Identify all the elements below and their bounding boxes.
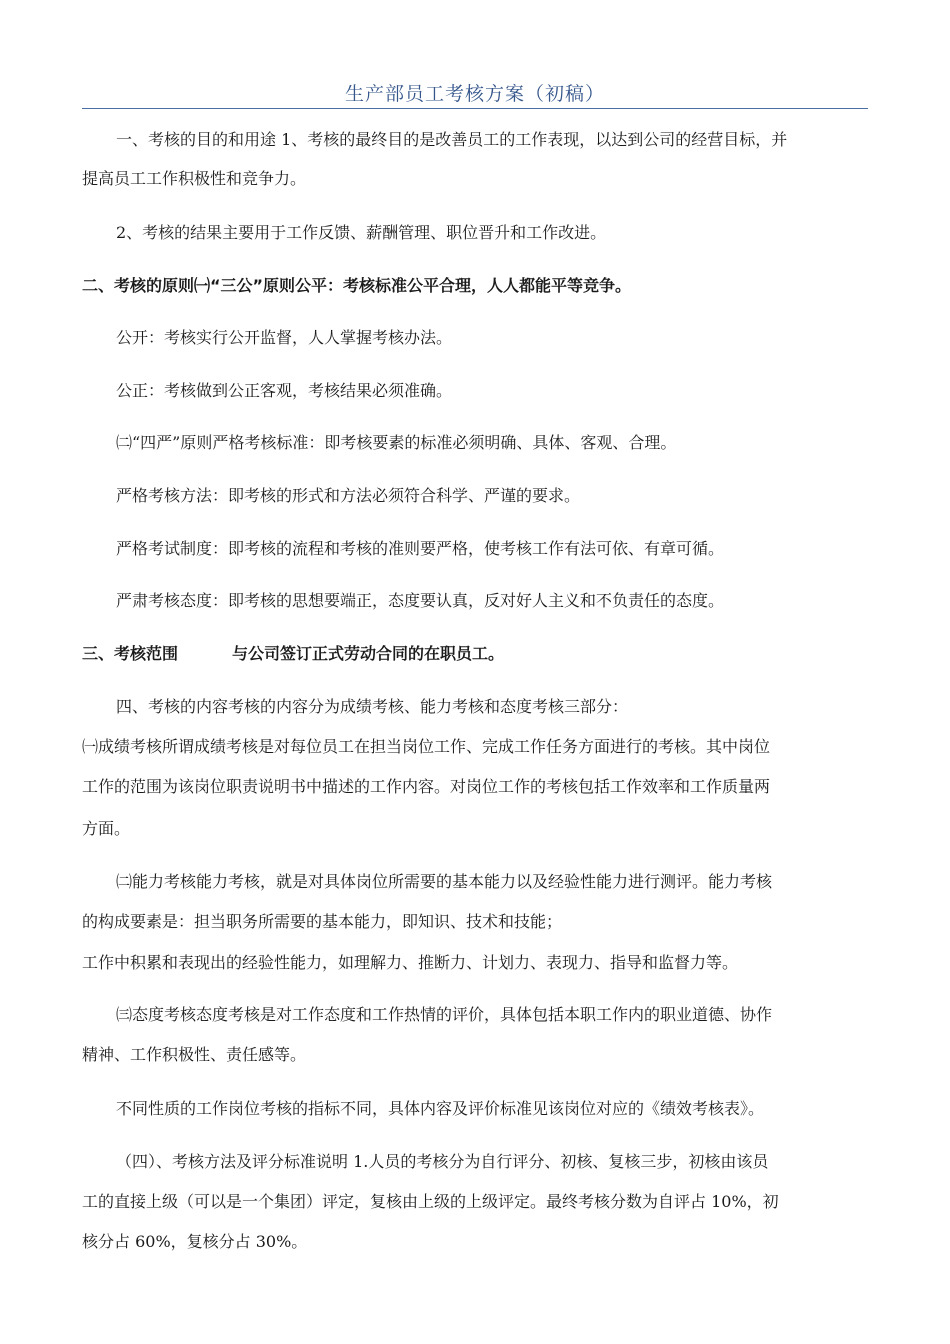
paragraph-line: 的构成要素是：担当职务所需要的基本能力，即知识、技术和技能； xyxy=(82,912,563,931)
paragraph-line: 工作中积累和表现出的经验性能力，如理解力、推断力、计划力、表现力、指导和监督力等。 xyxy=(82,953,739,972)
paragraph-line: 工作的范围为该岗位职责说明书中描述的工作内容。对岗位工作的考核包括工作效率和工作质量两 xyxy=(82,777,771,796)
section-heading: 二、考核的原则㈠“三公”原则公平：考核标准公平合理，人人都能平等竞争。 xyxy=(82,276,632,295)
paragraph-line: 2、考核的结果主要用于工作反馈、薪酬管理、职位晋升和工作改进。 xyxy=(116,223,607,242)
paragraph-line: 方面。 xyxy=(82,819,131,838)
paragraph-line: 不同性质的工作岗位考核的指标不同，具体内容及评价标准见该岗位对应的《绩效考核表》。 xyxy=(116,1099,765,1118)
paragraph-line: 提高员工工作积极性和竞争力。 xyxy=(82,169,307,188)
section-heading xyxy=(82,643,872,665)
section-heading-label: 三、考核范围 xyxy=(82,644,179,663)
section-heading-text: 与公司签订正式劳动合同的在职员工。 xyxy=(232,644,505,663)
paragraph-line: 一、考核的目的和用途 1、考核的最终目的是改善员工的工作表现，以达到公司的经营目标，并 xyxy=(116,130,788,149)
paragraph-line: 工的直接上级（可以是一个集团）评定，复核由上级的上级评定。最终考核分数为自评占 10%，初 xyxy=(82,1192,779,1211)
paragraph-line: 精神、工作积极性、责任感等。 xyxy=(82,1045,307,1064)
paragraph-line: ㈡“四严”原则严格考核标准：即考核要素的标准必须明确、具体、客观、合理。 xyxy=(116,433,677,452)
paragraph-line: 严格考核方法：即考核的形式和方法必须符合科学、严谨的要求。 xyxy=(116,486,581,505)
paragraph-line: ㈠成绩考核所谓成绩考核是对每位员工在担当岗位工作、完成工作任务方面进行的考核。其中岗位 xyxy=(82,737,771,756)
paragraph-line: 四、考核的内容考核的内容分为成绩考核、能力考核和态度考核三部分： xyxy=(116,697,629,716)
paragraph-line: ㈡能力考核能力考核，就是对具体岗位所需要的基本能力以及经验性能力进行测评。能力考核 xyxy=(116,872,773,891)
title-underline xyxy=(82,108,868,109)
paragraph-line: （四）、考核方法及评分标准说明 1.人员的考核分为自行评分、初核、复核三步，初核由该员 xyxy=(116,1152,769,1171)
paragraph-line: 严格考试制度：即考核的流程和考核的准则要严格，使考核工作有法可依、有章可循。 xyxy=(116,539,725,558)
paragraph-line: ㈢态度考核态度考核是对工作态度和工作热情的评价，具体包括本职工作内的职业道德、协作 xyxy=(116,1005,773,1024)
paragraph-line: 公开：考核实行公开监督，人人掌握考核办法。 xyxy=(116,328,453,347)
document-title: 生产部员工考核方案（初稿） xyxy=(344,83,605,105)
paragraph-line: 公正：考核做到公正客观，考核结果必须准确。 xyxy=(116,381,453,400)
paragraph-line: 核分占 60%，复核分占 30%。 xyxy=(82,1232,308,1251)
paragraph-line: 严肃考核态度：即考核的思想要端正，态度要认真，反对好人主义和不负责任的态度。 xyxy=(116,591,725,610)
